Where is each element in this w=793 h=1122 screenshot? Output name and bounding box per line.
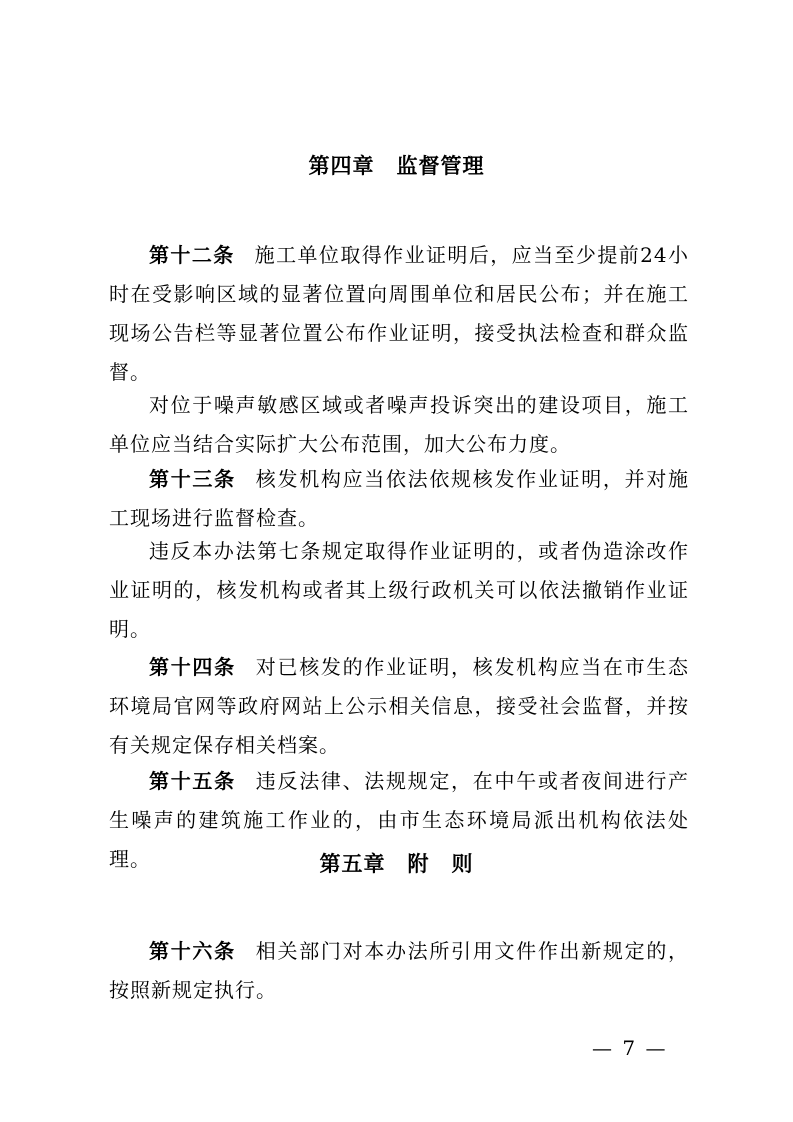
chapter-5-title: 第五章 附 则	[319, 852, 474, 876]
article-14-label: 第十四条	[149, 655, 236, 679]
article-12-paragraph	[109, 236, 689, 392]
article-12-label: 第十二条	[149, 243, 235, 267]
article-14-paragraph	[109, 648, 689, 765]
article-14-text: 对已核发的作业证明，核发机构应当在市生态环境局官网等政府网站上公示相关信息，接受社会监督，并按有关规定保存相关档案。	[109, 655, 690, 757]
chapter-4-title: 第四章 监督管理	[308, 154, 485, 178]
article-13-paragraph-2: 违反本办法第七条规定取得作业证明的，或者伪造涂改作业证明的，核发机构或者其上级行政机关可以依法撤销作业证明。	[109, 539, 689, 641]
article-13-label: 第十三条	[149, 467, 236, 491]
article-16-label: 第十六条	[149, 939, 236, 963]
page-number: — 7 —	[592, 1036, 668, 1060]
article-12-text: 施工单位取得作业证明后，应当至少提前24小时在受影响区域的显著位置向周围单位和居民公布；并在施工现场公告栏等显著位置公布作业证明，接受执法检查和群众监督。	[109, 243, 690, 384]
article-16-paragraph	[109, 932, 689, 1010]
article-15-text: 违反法律、法规规定，在中午或者夜间进行产生噪声的建筑施工作业的，由市生态环境局派出机构依法处理。	[109, 769, 690, 871]
article-12-paragraph-2: 对位于噪声敏感区域或者噪声投诉突出的建设项目，施工单位应当结合实际扩大公布范围，加大公布力度。	[109, 393, 689, 456]
article-13-text: 核发机构应当依法依规核发作业证明，并对施工现场进行监督检查。	[109, 467, 690, 530]
article-16-text: 相关部门对本办法所引用文件作出新规定的，按照新规定执行。	[109, 939, 690, 1002]
article-15-label: 第十五条	[149, 769, 236, 793]
article-13-paragraph	[109, 460, 689, 538]
